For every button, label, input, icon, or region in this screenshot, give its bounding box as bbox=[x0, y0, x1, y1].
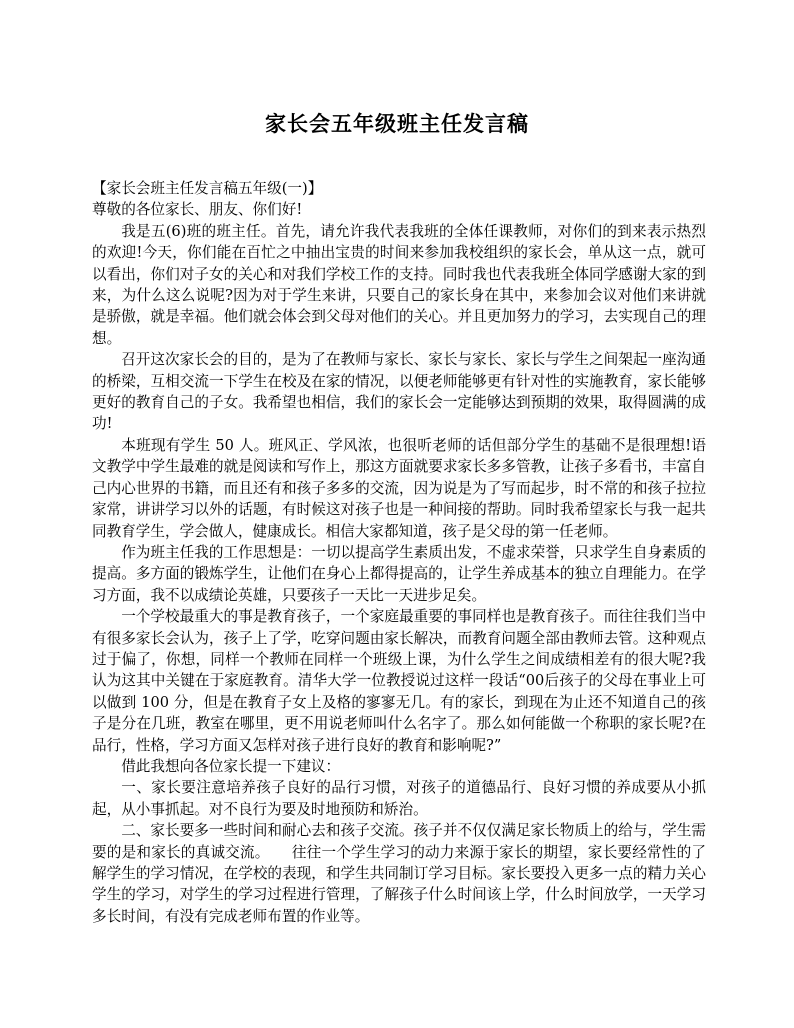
paragraph-suggestion-one: 一、家长要注意培养孩子良好的品行习惯，对孩子的道德品行、良好习惯的养成要从小抓起，从小事抓起。对不良行为要及时地预防和矫治。 bbox=[92, 779, 706, 818]
document-body bbox=[92, 178, 706, 927]
paragraph-suggestion-two: 二、家长要多一些时间和耐心去和孩子交流。孩子并不仅仅满足家长物质上的给与，学生需要的是和家长的真诚交流。 往往一个学生学习的动力来源于家长的期望，家长要经常性的了解学生的学习情况，在学校的表现，和学生共同制订学习目标。家长要投入更多一点的精力关心学生的学习，对学生的学习过程进行管理，了解孩子什么时间该上学，什么时间放学，一天学习多长时间，有没有完成老师布置的作业等。 bbox=[92, 822, 706, 925]
paragraph-suggestions-intro: 借此我想向各位家长提一下建议： bbox=[121, 757, 341, 775]
greeting-line: 尊敬的各位家长、朋友、你们好! bbox=[92, 201, 303, 219]
page-title: 家长会五年级班主任发言稿 bbox=[265, 111, 529, 137]
paragraph-meeting-purpose: 召开这次家长会的目的，是为了在教师与家长、家长与家长、家长与学生之间架起一座沟通的桥梁，互相交流一下学生在校及在家的情况，以便老师能够更有针对性的实施教育，家长能够更好的教育自己的子女。我希望也相信，我们的家长会一定能够达到预期的效果，取得圆满的成功! bbox=[92, 351, 706, 433]
paragraph-class-situation: 本班现有学生 50 人。班风正、学风浓，也很听老师的话但部分学生的基础不是很理想!语文教学中学生最难的就是阅读和写作上，那这方面就要求家长多多管教，让孩子多看书，丰富自己内心世界的书籍，而且还有和孩子多多的交流，因为说是为了写而起步，时不常的和孩子拉拉家常，讲讲学习以外的话题，有时候这对孩子也是一种间接的帮助。同时我希望家长与我一起共同教育学生，学会做人，健康成长。相信大家都知道，孩子是父母的第一任老师。 bbox=[92, 436, 706, 540]
section-heading: 【家长会班主任发言稿五年级(一)】 bbox=[92, 180, 323, 197]
paragraph-introduction: 我是五(6)班的班主任。首先，请允许我代表我班的全体任课教师，对你们的到来表示热烈的欢迎!今天，你们能在百忙之中抽出宝贵的时间来参加我校组织的家长会，单从这一点，就可以看出，你们对子女的关心和对我们学校工作的支持。同时我也代表我班全体同学感谢大家的到来，为什么这么说呢?因为对于学生来讲，只要自己的家长身在其中，来参加会议对他们来讲就是骄傲，就是幸福。他们就会体会到父母对他们的关心。并且更加努力的学习，去实现自己的理想。 bbox=[92, 222, 706, 347]
paragraph-work-philosophy: 作为班主任我的工作思想是：一切以提高学生素质出发，不虚求荣誉，只求学生自身素质的提高。多方面的锻炼学生，让他们在身心上都得提高的，让学生养成基本的独立自理能力。在学习方面，我不以成绩论英雄，只要孩子一天比一天进步足矣。 bbox=[92, 543, 706, 604]
paragraph-family-education: 一个学校最重大的事是教育孩子，一个家庭最重要的事同样也是教育孩子。而往往我们当中有很多家长会认为，孩子上了学，吃穿问题由家长解决，而教育问题全部由教师去管。这种观点过于偏了，你想，同样一个教师在同样一个班级上课，为什么学生之间成绩相差有的很大呢?我认为这其中关键在于家庭教育。清华大学一位教授说过这样一段话“00后孩子的父母在事业上可以做到 100 分，但是在教育子女上及格的寥寥无几。有的家长，到现在为止还不知道自己的孩子是分在几班，教室在哪里，更不用说老师叫什么名字了。那么如何能做一个称职的家长呢?在品行，性格，学习方面又怎样对孩子进行良好的教育和影响呢?” bbox=[92, 608, 706, 754]
